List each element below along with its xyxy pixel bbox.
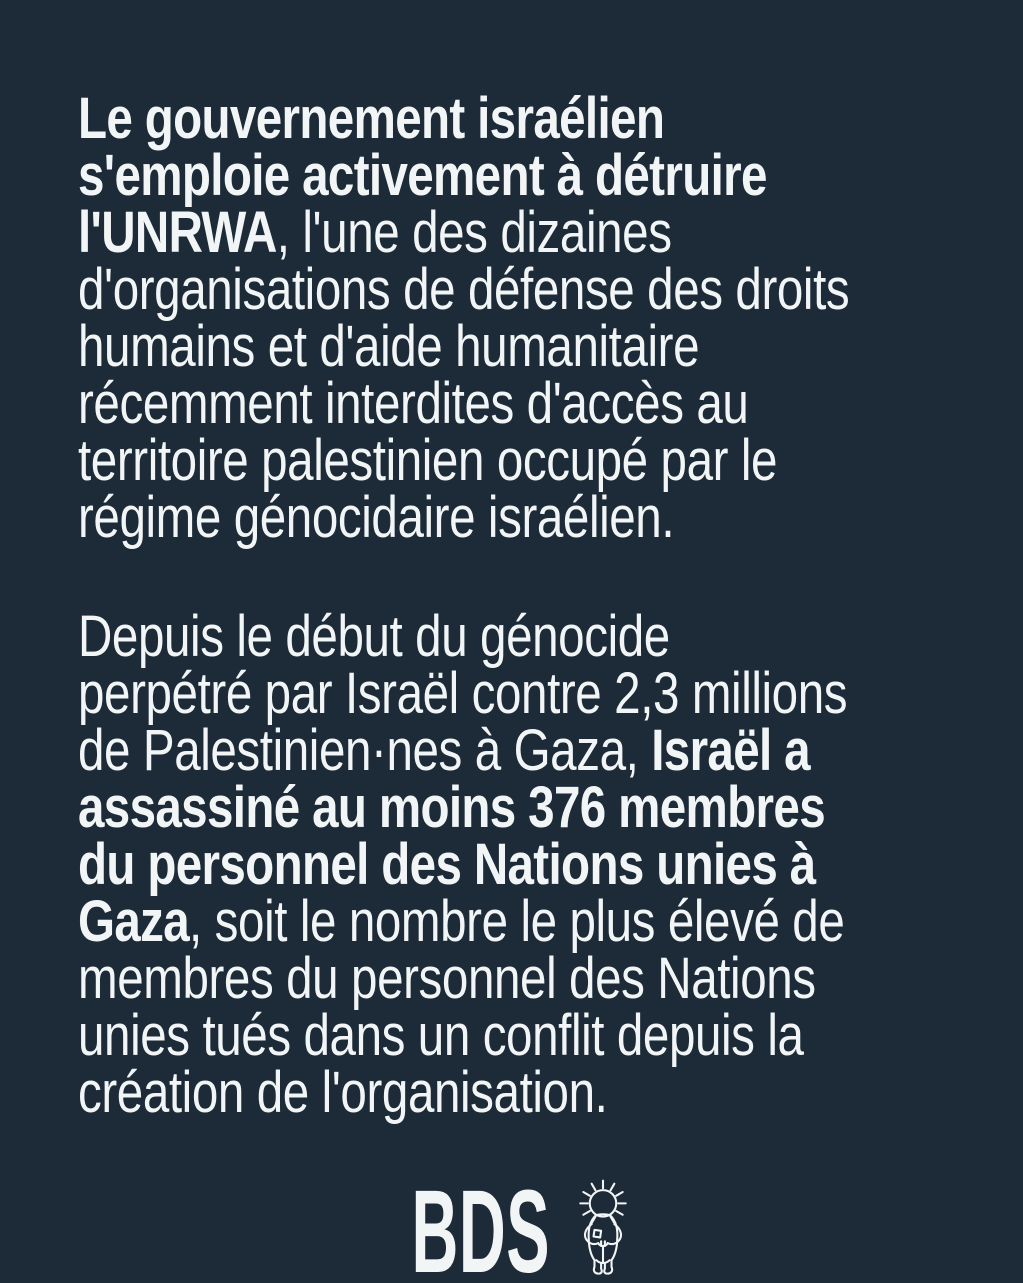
text-line	[78, 1060, 1023, 1125]
text-run-bold: s'emploie activement à détruire	[78, 143, 767, 208]
text-run: régime génocidaire israélien.	[78, 485, 675, 550]
text-run: de Palestinien·nes à Gaza,	[78, 718, 652, 783]
handala-icon	[559, 1175, 647, 1281]
text-line	[78, 946, 1023, 1011]
text-line	[78, 485, 1023, 550]
bds-logo	[407, 1166, 647, 1283]
text-run: membres du personnel des Nations	[78, 946, 816, 1011]
paragraph-1	[78, 86, 1023, 550]
text-line	[78, 889, 1023, 954]
paragraph-2	[78, 604, 1023, 1125]
text-run: , soit le nombre le plus élevé de	[189, 889, 845, 954]
text-line	[78, 257, 1023, 322]
text-line	[78, 314, 1023, 379]
text-run: perpétré par Israël contre 2,3 millions	[78, 661, 848, 726]
text-line	[78, 832, 1023, 897]
text-run: , l'une des dizaines	[276, 200, 672, 265]
text-line	[78, 428, 1023, 493]
bds-logo-text: BDS	[411, 1166, 551, 1283]
text-run-bold: du personnel des Nations unies à	[78, 832, 816, 897]
text-line	[78, 604, 1023, 669]
text-line	[78, 718, 1023, 783]
text-run-bold: assassiné au moins 376 membres	[78, 775, 825, 840]
text-run: récemment interdites d'accès au	[78, 371, 749, 436]
text-run: d'organisations de défense des droits	[78, 257, 850, 322]
text-line	[78, 200, 1023, 265]
text-run-bold: Le gouvernement israélien	[78, 86, 665, 151]
text-run: humains et d'aide humanitaire	[78, 314, 700, 379]
text-run: Depuis le début du génocide	[78, 604, 670, 669]
text-line	[78, 143, 1023, 208]
text-run: unies tués dans un conflit depuis la	[78, 1003, 804, 1068]
text-line	[78, 661, 1023, 726]
text-run: territoire palestinien occupé par le	[78, 428, 778, 493]
text-line	[78, 1003, 1023, 1068]
text-run-bold: Gaza	[78, 889, 190, 954]
text-run: création de l'organisation.	[78, 1060, 608, 1125]
text-line	[78, 86, 1023, 151]
text-run-bold: l'UNRWA	[78, 200, 277, 265]
text-line	[78, 371, 1023, 436]
text-line	[78, 775, 1023, 840]
text-run-bold: Israël a	[651, 718, 810, 783]
body-text-block	[78, 86, 1023, 1125]
